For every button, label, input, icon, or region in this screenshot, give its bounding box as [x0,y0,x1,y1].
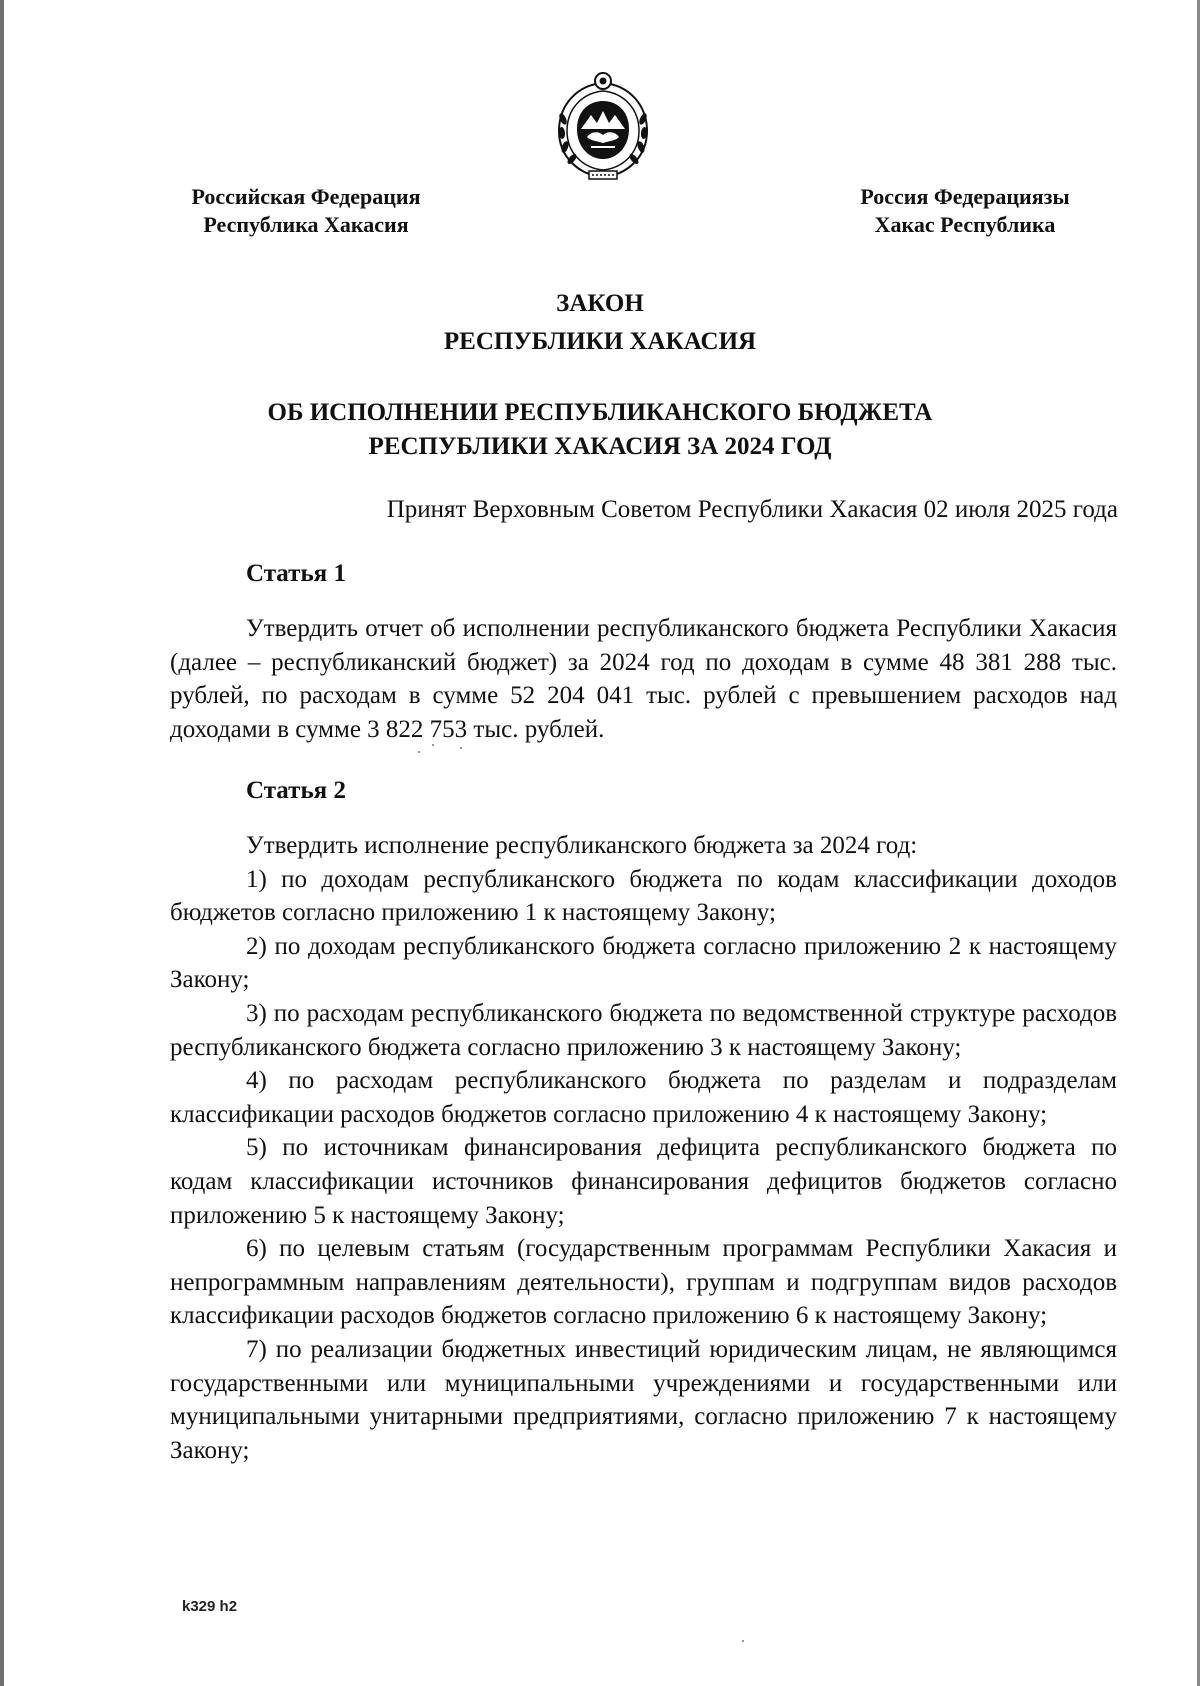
law-title-line2: РЕСПУБЛИКИ ХАКАСИЯ [443,328,757,355]
law-title-line1: ЗАКОН [556,290,644,317]
scan-speck [742,1640,744,1642]
article-2-heading: Статья 2 [246,777,346,804]
article-2-item-3: 3) по расходам республиканского бюджета по ведомственной структуре расходов республиканского бюджета согласно приложению 3 к настоящему Закону; [170,999,1117,1061]
header-right-block [837,183,1093,239]
article-1-body [170,612,1117,746]
article-2-item-4: 4) по расходам республиканского бюджета по разделам и подразделам классификации расходов бюджетов согласно приложению 4 к настоящему Закону; [170,1067,1117,1128]
article-2-item-6: 6) по целевым статьям (государственным программам Республики Хакасия и непрограммным направлениям деятельности), группам и подгруппам видов расходов классификации расходов бюджетов согласно приложению 6 к настоящему Закону; [170,1235,1117,1330]
article-1-heading: Статья 1 [246,560,346,587]
adoption-statement: Принят Верховным Советом Республики Хакасия 02 июля 2025 года [386,496,1118,523]
header-left-country: Российская Федерация [191,184,421,209]
law-title [0,285,1200,361]
law-subject-line2: РЕСПУБЛИКИ ХАКАСИЯ ЗА 2024 ГОД [368,433,832,460]
header-left-republic: Республика Хакасия [203,212,409,237]
law-subject [0,396,1200,464]
scan-speck [418,751,420,753]
scan-speck [460,747,462,749]
document-footer-code: k329 h2 [182,1598,238,1615]
article-2-item-5: 5) по источникам финансирования дефицита республиканского бюджета по кодам классификации источников финансирования дефицитов бюджетов согласно приложению 5 к настоящему Закону; [170,1134,1117,1229]
coat-of-arms-emblem [551,71,655,183]
article-2-item-1: 1) по доходам республиканского бюджета по кодам классификации доходов бюджетов согласно приложению 1 к настоящему Закону; [170,865,1117,927]
article-2-body [170,829,1117,1467]
article-2-intro: Утвердить исполнение республиканского бюджета за 2024 год: [246,832,918,859]
article-1-text: Утвердить отчет об исполнении республиканского бюджета Республики Хакасия (далее – республиканский бюджет) за 2024 год по доходам в сумме 48 381 288 тыс. рублей, по расходам в сумме 52 204 041 тыс. рублей с превышением расходов над доходами в сумме 3 822 753 тыс. рублей. [170,615,1117,743]
header-right-country: Россия Федерациязы [860,184,1070,209]
article-2-item-7: 7) по реализации бюджетных инвестиций юридическим лицам, не являющимся государственными или муниципальными учреждениями и государственными или муниципальными унитарными предприятиями, согласно приложению 7 к настоящему Закону; [170,1335,1117,1464]
law-subject-line1: ОБ ИСПОЛНЕНИИ РЕСПУБЛИКАНСКОГО БЮДЖЕТА [267,399,933,426]
header-left-block [160,183,452,239]
scan-edge-left [0,0,4,1686]
article-2-item-2: 2) по доходам республиканского бюджета согласно приложению 2 к настоящему Закону; [170,932,1117,994]
header-right-republic: Хакас Республика [874,212,1056,237]
scan-speck [432,744,434,746]
